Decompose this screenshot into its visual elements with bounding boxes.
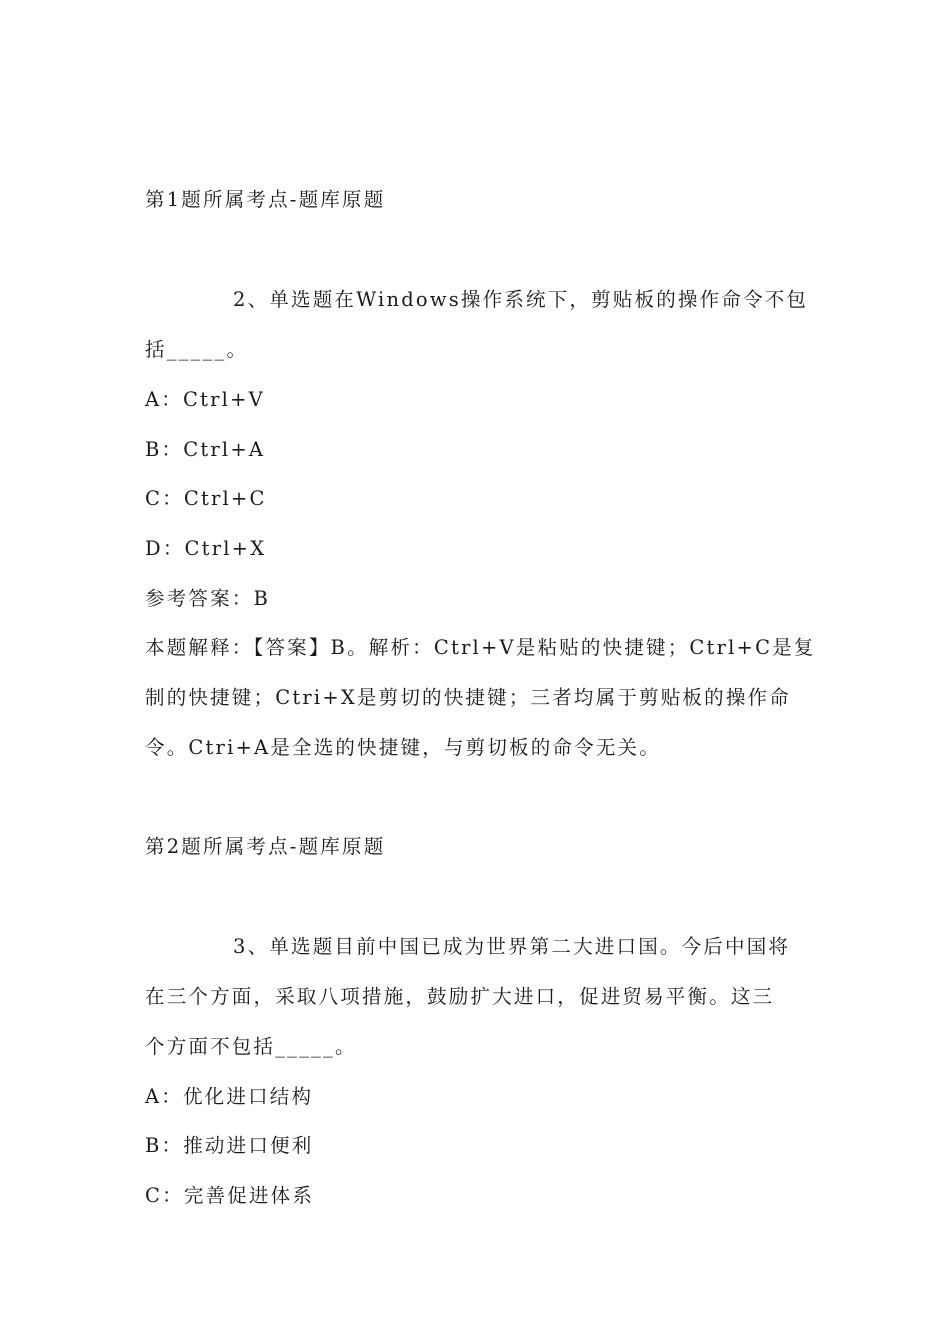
q3-stem-line-2: 在三个方面，采取八项措施，鼓励扩大进口，促进贸易平衡。这三 bbox=[145, 985, 775, 1008]
q2-stem-line-2: 括_____。 bbox=[145, 338, 249, 361]
q2-option-d: D：Ctrl+X bbox=[145, 537, 267, 560]
q2-answer: 参考答案：B bbox=[145, 587, 271, 610]
q2-stem-line-1: 2、单选题在Windows操作系统下，剪贴板的操作命令不包 bbox=[233, 288, 809, 311]
q3-stem-line-1: 3、单选题目前中国已成为世界第二大进口国。今后中国将 bbox=[233, 935, 791, 958]
q3-option-c: C：完善促进体系 bbox=[145, 1184, 315, 1207]
q2-option-a: A：Ctrl+V bbox=[145, 388, 265, 411]
q2-source-label: 第2题所属考点-题库原题 bbox=[145, 835, 386, 858]
q2-explanation-line-1: 本题解释：【答案】B。解析：Ctrl+V是粘贴的快捷键；Ctrl+C是复 bbox=[145, 636, 816, 659]
q2-option-b: B：Ctrl+A bbox=[145, 438, 266, 461]
q2-explanation-line-3: 令。Ctri+A是全选的快捷键，与剪切板的命令无关。 bbox=[145, 736, 661, 759]
q3-stem-line-3: 个方面不包括_____。 bbox=[145, 1035, 357, 1058]
q1-source-label: 第1题所属考点-题库原题 bbox=[145, 188, 386, 211]
q2-explanation-line-2: 制的快捷键；Ctri+X是剪切的快捷键；三者均属于剪贴板的操作命 bbox=[145, 686, 791, 709]
q2-option-c: C：Ctrl+C bbox=[145, 487, 267, 510]
q3-option-b: B：推动进口便利 bbox=[145, 1134, 314, 1157]
q3-option-a: A：优化进口结构 bbox=[145, 1085, 314, 1108]
